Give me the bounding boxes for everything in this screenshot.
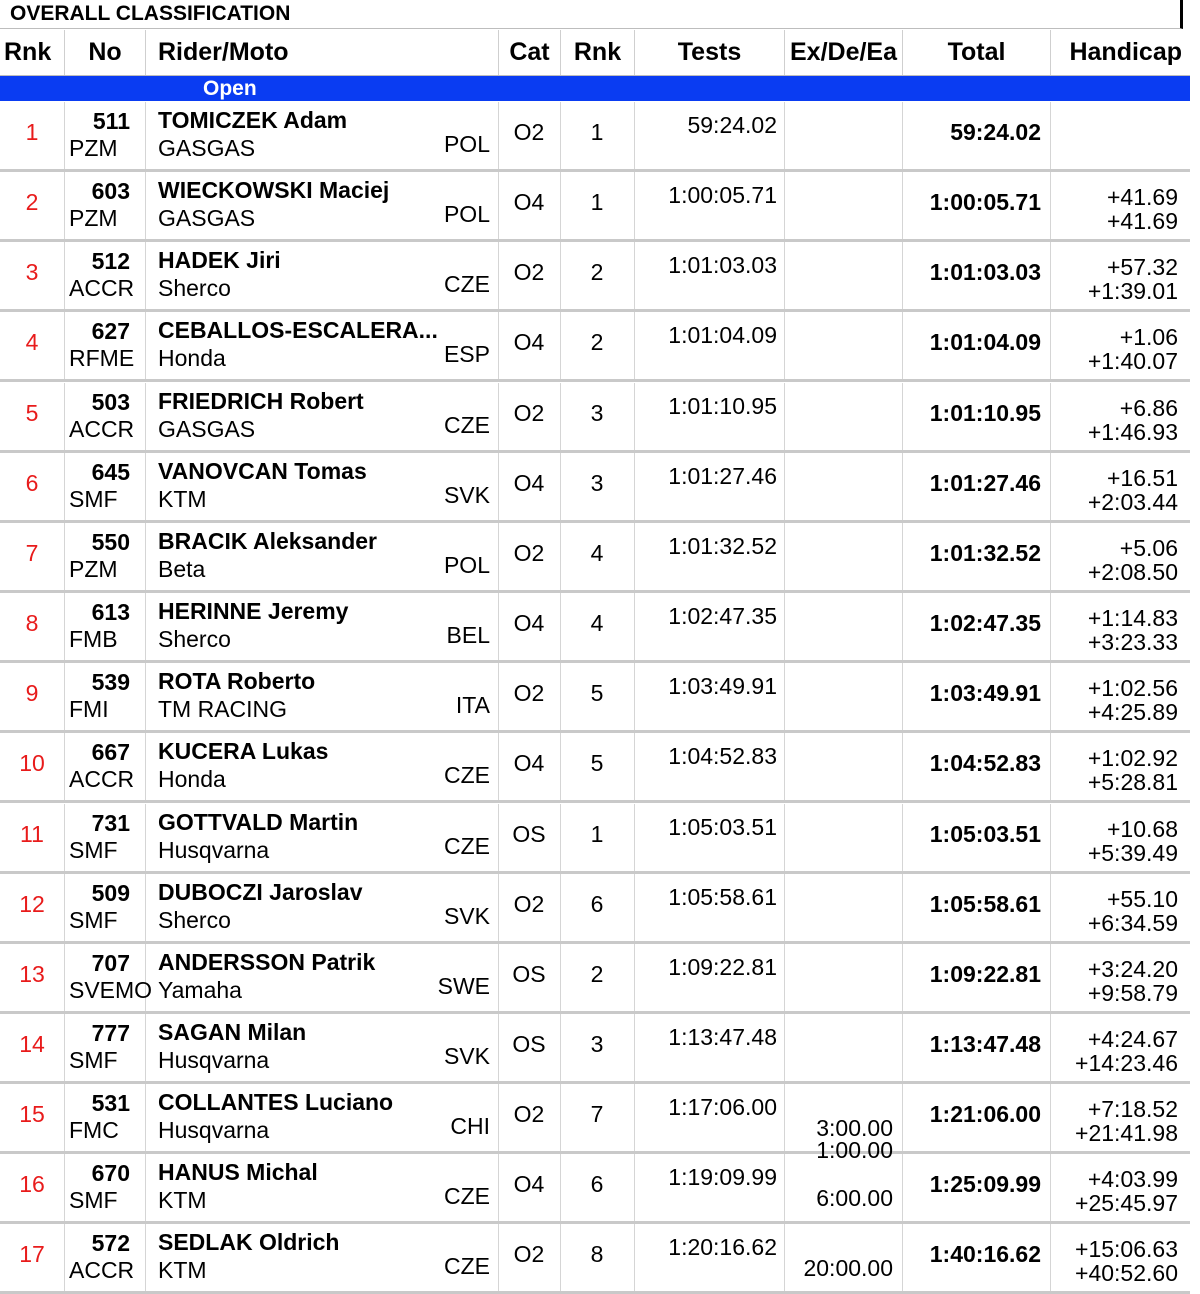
column-divider	[145, 102, 146, 169]
handicap-gap-leader: +14:23.46	[1075, 1049, 1178, 1076]
rider-name: CEBALLOS-ESCALERA...	[158, 317, 438, 344]
column-divider	[145, 593, 146, 660]
rider-number: 550	[91, 528, 130, 555]
total-time: 1:01:32.52	[929, 539, 1041, 566]
tests-time: 1:00:05.71	[668, 182, 777, 209]
nationality: SWE	[437, 972, 490, 999]
category-rank: 1	[590, 820, 604, 847]
rider-name: BRACIK Aleksander	[158, 527, 377, 554]
rank-cell: 12	[19, 890, 45, 917]
nationality: CZE	[444, 1253, 490, 1280]
column-divider	[145, 383, 146, 450]
category-rank: 8	[590, 1241, 604, 1268]
federation: ACCR	[69, 275, 135, 302]
column-divider	[145, 1084, 146, 1151]
rider-number: 613	[91, 599, 130, 626]
rider-name: FRIEDRICH Robert	[158, 387, 364, 414]
tests-time: 1:01:10.95	[668, 392, 777, 419]
column-divider	[145, 523, 146, 590]
category: O4	[513, 610, 545, 637]
federation: SVEMO	[69, 976, 153, 1003]
column-divider	[784, 102, 785, 169]
table-row[interactable]	[0, 172, 1190, 242]
group-band	[0, 76, 1190, 101]
column-divider	[784, 874, 785, 941]
rank-cell: 6	[25, 469, 39, 496]
motorcycle-make: TM RACING	[158, 696, 288, 723]
table-row[interactable]	[0, 944, 1190, 1014]
category: O2	[513, 399, 545, 426]
table-row[interactable]	[0, 523, 1190, 593]
motorcycle-make: Sherco	[158, 906, 231, 933]
total-time: 1:21:06.00	[929, 1101, 1041, 1128]
rank-cell: 8	[25, 610, 39, 637]
rider-name: DUBOCZI Jaroslav	[158, 878, 363, 905]
federation: SMF	[69, 1187, 118, 1214]
rider-name: VANOVCAN Tomas	[158, 457, 367, 484]
category-rank: 3	[590, 399, 604, 426]
rank-cell: 7	[25, 539, 39, 566]
rank-cell: 4	[25, 329, 39, 356]
rank-cell: 15	[19, 1101, 45, 1128]
rank-cell: 3	[25, 259, 39, 286]
handicap-gap-previous: +7:18.52	[1087, 1096, 1178, 1123]
rider-number: 731	[91, 809, 130, 836]
rider-name: ROTA Roberto	[158, 668, 316, 695]
handicap-gap-previous: +1:14.83	[1087, 605, 1178, 632]
total-time: 1:09:22.81	[929, 960, 1041, 987]
nationality: ESP	[443, 341, 490, 368]
handicap-gap-previous: +4:24.67	[1087, 1025, 1178, 1052]
penalty-primary: 6:00.00	[816, 1185, 893, 1212]
handicap-gap-previous: +4:03.99	[1087, 1166, 1178, 1193]
total-time: 1:40:16.62	[929, 1241, 1041, 1268]
federation: SMF	[69, 1046, 118, 1073]
header-tests[interactable]: Tests	[634, 30, 784, 75]
rider-name: SAGAN Milan	[158, 1018, 307, 1045]
column-divider	[784, 1014, 785, 1081]
rider-name: HERINNE Jeremy	[158, 598, 349, 625]
rider-name: HANUS Michal	[158, 1159, 318, 1186]
category-rank: 4	[590, 539, 604, 566]
nationality: POL	[443, 201, 490, 228]
total-time: 1:03:49.91	[929, 680, 1041, 707]
category: O4	[513, 189, 545, 216]
header-number[interactable]: No	[64, 30, 145, 75]
tests-time: 1:05:58.61	[668, 883, 777, 910]
table-row[interactable]	[0, 102, 1190, 172]
table-row[interactable]	[0, 1224, 1190, 1294]
federation: PZM	[69, 555, 118, 582]
tests-time: 1:05:03.51	[668, 813, 777, 840]
tests-time: 1:01:32.52	[668, 532, 777, 559]
rider-number: 667	[91, 739, 130, 766]
motorcycle-make: Honda	[158, 345, 226, 372]
tests-time: 1:20:16.62	[668, 1234, 777, 1261]
motorcycle-make: Honda	[158, 766, 226, 793]
category: OS	[512, 820, 546, 847]
table-row[interactable]	[0, 1014, 1190, 1084]
total-time: 1:05:03.51	[929, 820, 1041, 847]
rank-cell: 17	[19, 1241, 45, 1268]
handicap-gap-leader: +1:40.07	[1087, 348, 1178, 375]
nationality: CZE	[444, 1183, 490, 1210]
nationality: CZE	[444, 832, 490, 859]
category-rank: 3	[590, 1030, 604, 1057]
rank-cell: 10	[19, 750, 45, 777]
tests-time: 1:09:22.81	[668, 953, 777, 980]
rider-name: GOTTVALD Martin	[158, 808, 359, 835]
column-divider	[784, 242, 785, 309]
column-divider	[784, 383, 785, 450]
rider-number: 512	[91, 248, 130, 275]
rider-name: SEDLAK Oldrich	[158, 1229, 340, 1256]
tests-time: 1:13:47.48	[668, 1023, 777, 1050]
handicap-gap-leader: +4:25.89	[1087, 699, 1178, 726]
header-penalties[interactable]: Ex/De/Ea	[784, 30, 902, 75]
rider-number: 670	[91, 1160, 130, 1187]
category-rank: 1	[590, 119, 604, 145]
rider-number: 509	[91, 879, 130, 906]
handicap-gap-leader: +1:46.93	[1087, 418, 1178, 445]
handicap-gap-leader: +6:34.59	[1087, 909, 1178, 936]
table-row[interactable]	[0, 874, 1190, 944]
total-time: 1:01:03.03	[929, 259, 1041, 286]
column-divider	[145, 733, 146, 800]
tests-time: 1:19:09.99	[668, 1164, 777, 1191]
total-time: 1:05:58.61	[929, 890, 1041, 917]
motorcycle-make: GASGAS	[158, 415, 256, 442]
motorcycle-make: KTM	[158, 1187, 207, 1214]
total-time: 1:25:09.99	[929, 1171, 1041, 1198]
federation: SMF	[69, 485, 118, 512]
category-rank: 6	[590, 1171, 604, 1198]
column-divider	[145, 312, 146, 379]
rider-name: WIECKOWSKI Maciej	[158, 177, 390, 204]
tests-time: 1:04:52.83	[668, 743, 777, 770]
handicap-gap-leader: +40:52.60	[1075, 1260, 1178, 1287]
federation: ACCR	[69, 415, 135, 442]
handicap-gap-leader: +3:23.33	[1087, 629, 1178, 656]
category-rank: 5	[590, 750, 604, 777]
tests-time: 1:01:04.09	[668, 322, 777, 349]
handicap-gap-leader: +2:03.44	[1087, 488, 1178, 515]
table-row[interactable]	[0, 663, 1190, 733]
handicap-gap-previous: +41.69	[1107, 184, 1178, 211]
column-divider	[784, 733, 785, 800]
category: O2	[513, 1241, 545, 1268]
header-rank[interactable]: Rnk	[4, 38, 52, 66]
tests-time: 59:24.02	[687, 112, 777, 138]
total-time: 1:13:47.48	[929, 1030, 1041, 1057]
motorcycle-make: KTM	[158, 485, 207, 512]
handicap-gap-previous: +57.32	[1107, 254, 1178, 281]
federation: PZM	[69, 205, 118, 232]
tests-time: 1:03:49.91	[668, 673, 777, 700]
title-bar	[0, 0, 1183, 29]
column-divider	[145, 804, 146, 871]
category: O2	[513, 119, 545, 145]
handicap-gap-leader: +1:39.01	[1087, 278, 1178, 305]
column-divider	[784, 944, 785, 1011]
handicap-gap-previous: +3:24.20	[1087, 955, 1178, 982]
motorcycle-make: Husqvarna	[158, 1117, 270, 1144]
nationality: CZE	[444, 271, 490, 298]
category: O2	[513, 680, 545, 707]
tests-time: 1:17:06.00	[668, 1094, 777, 1121]
handicap-gap-leader: +21:41.98	[1075, 1120, 1178, 1147]
nationality: BEL	[446, 622, 490, 649]
motorcycle-make: Husqvarna	[158, 836, 270, 863]
federation: SMF	[69, 906, 118, 933]
rider-number: 572	[91, 1230, 130, 1257]
table-row[interactable]	[0, 593, 1190, 663]
rider-number: 645	[91, 458, 130, 485]
rider-number: 503	[91, 388, 130, 415]
category: O4	[513, 329, 545, 356]
table-row[interactable]	[0, 312, 1190, 382]
category-rank: 1	[590, 189, 604, 216]
total-time: 1:01:10.95	[929, 399, 1041, 426]
table-row[interactable]	[0, 453, 1190, 523]
table-header	[0, 30, 1190, 76]
rank-cell: 14	[19, 1030, 45, 1057]
category-rank: 5	[590, 680, 604, 707]
column-divider	[145, 1154, 146, 1221]
category: O4	[513, 469, 545, 496]
column-divider	[784, 453, 785, 520]
category-rank: 3	[590, 469, 604, 496]
category: O2	[513, 539, 545, 566]
federation: FMI	[69, 696, 109, 723]
rider-number: 707	[91, 949, 130, 976]
category: O2	[513, 1101, 545, 1128]
column-divider	[145, 1224, 146, 1291]
table-row[interactable]	[0, 1084, 1190, 1164]
handicap-gap-leader: +9:58.79	[1087, 979, 1178, 1006]
handicap-gap-leader: +2:08.50	[1087, 558, 1178, 585]
category: O4	[513, 1171, 545, 1198]
penalty-secondary: 1:00.00	[816, 1137, 893, 1164]
header-total[interactable]: Total	[902, 30, 1050, 75]
rider-number: 777	[91, 1019, 130, 1046]
handicap-gap-previous: +1:02.56	[1087, 675, 1178, 702]
total-time: 1:01:27.46	[929, 469, 1041, 496]
motorcycle-make: Yamaha	[158, 976, 242, 1003]
table-row[interactable]	[0, 383, 1190, 453]
column-divider	[145, 663, 146, 730]
rank-cell: 11	[20, 820, 44, 847]
nationality: SVK	[443, 1042, 490, 1069]
rank-cell: 5	[25, 399, 39, 426]
rank-cell: 9	[25, 680, 39, 707]
header-category[interactable]: Cat	[498, 30, 560, 75]
rank-cell: 16	[19, 1171, 45, 1198]
page-title: OVERALL CLASSIFICATION	[10, 2, 291, 25]
column-divider	[1050, 102, 1051, 169]
category-rank: 2	[590, 259, 604, 286]
rider-number: 531	[91, 1090, 130, 1117]
handicap-gap-leader: +5:39.49	[1087, 839, 1178, 866]
motorcycle-make: GASGAS	[158, 205, 256, 232]
total-time: 1:01:04.09	[929, 329, 1041, 356]
federation: ACCR	[69, 766, 135, 793]
penalty-primary: 20:00.00	[803, 1255, 893, 1282]
nationality: CZE	[444, 411, 490, 438]
rank-cell: 1	[25, 119, 39, 145]
category: OS	[512, 1030, 546, 1057]
motorcycle-make: Beta	[158, 555, 206, 582]
handicap-gap-previous: +55.10	[1107, 885, 1178, 912]
rider-name: ANDERSSON Patrik	[158, 948, 376, 975]
group-label: Open	[203, 77, 257, 100]
column-divider	[145, 172, 146, 239]
nationality: SVK	[443, 902, 490, 929]
handicap-gap-leader: +41.69	[1107, 208, 1178, 235]
tests-time: 1:01:03.03	[668, 252, 777, 279]
category: O4	[513, 750, 545, 777]
column-divider	[784, 172, 785, 239]
total-time: 1:00:05.71	[929, 189, 1041, 216]
rider-number: 627	[91, 318, 130, 345]
table-row[interactable]	[0, 1154, 1190, 1224]
category-rank: 7	[590, 1101, 604, 1128]
handicap-gap-previous: +1:02.92	[1087, 745, 1178, 772]
header-category-rank[interactable]: Rnk	[560, 30, 634, 75]
rank-cell: 13	[19, 960, 45, 987]
handicap-gap-leader: +5:28.81	[1087, 769, 1178, 796]
nationality: POL	[443, 131, 490, 157]
handicap-gap-previous: +1.06	[1119, 324, 1178, 351]
motorcycle-make: GASGAS	[158, 135, 256, 161]
handicap-gap-previous: +10.68	[1107, 815, 1178, 842]
tests-time: 1:01:27.46	[668, 462, 777, 489]
category: O2	[513, 259, 545, 286]
header-handicap[interactable]: Handicap	[1050, 30, 1190, 75]
handicap-gap-previous: +6.86	[1119, 394, 1178, 421]
column-divider	[784, 663, 785, 730]
motorcycle-make: KTM	[158, 1257, 207, 1284]
category-rank: 6	[590, 890, 604, 917]
rider-name: TOMICZEK Adam	[158, 107, 348, 133]
category-rank: 2	[590, 329, 604, 356]
motorcycle-make: Sherco	[158, 275, 231, 302]
column-divider	[784, 523, 785, 590]
federation: FMC	[69, 1117, 119, 1144]
rank-cell: 2	[25, 189, 39, 216]
total-time: 59:24.02	[950, 119, 1041, 145]
federation: FMB	[69, 626, 118, 653]
handicap-gap-previous: +15:06.63	[1075, 1236, 1178, 1263]
nationality: ITA	[455, 692, 490, 719]
column-divider	[145, 242, 146, 309]
handicap-gap-leader: +25:45.97	[1075, 1190, 1178, 1217]
column-divider	[784, 312, 785, 379]
federation: PZM	[69, 135, 118, 161]
handicap-gap-previous: +5.06	[1119, 534, 1178, 561]
category: O2	[513, 890, 545, 917]
header-rider-moto[interactable]: Rider/Moto	[145, 30, 498, 75]
column-divider	[784, 804, 785, 871]
motorcycle-make: Sherco	[158, 626, 231, 653]
column-divider	[784, 593, 785, 660]
total-time: 1:02:47.35	[929, 610, 1041, 637]
motorcycle-make: Husqvarna	[158, 1046, 270, 1073]
category: OS	[512, 960, 546, 987]
rider-number: 511	[92, 108, 130, 134]
category-rank: 4	[590, 610, 604, 637]
handicap-gap-previous: +16.51	[1107, 464, 1178, 491]
rider-number: 539	[91, 669, 130, 696]
penalty-primary: 3:00.00	[816, 1115, 893, 1142]
table-row[interactable]	[0, 804, 1190, 874]
column-divider	[145, 453, 146, 520]
table-row[interactable]	[0, 733, 1190, 803]
federation: ACCR	[69, 1257, 135, 1284]
nationality: POL	[443, 551, 490, 578]
table-row[interactable]	[0, 242, 1190, 312]
rider-name: KUCERA Lukas	[158, 738, 329, 765]
federation: RFME	[69, 345, 135, 372]
column-divider	[145, 874, 146, 941]
federation: SMF	[69, 836, 118, 863]
nationality: CZE	[444, 762, 490, 789]
rider-name: HADEK Jiri	[158, 247, 281, 274]
nationality: SVK	[443, 481, 490, 508]
category-rank: 2	[590, 960, 604, 987]
nationality: CHI	[450, 1113, 490, 1140]
rider-name: COLLANTES Luciano	[158, 1089, 394, 1116]
column-divider	[145, 1014, 146, 1081]
tests-time: 1:02:47.35	[668, 603, 777, 630]
total-time: 1:04:52.83	[929, 750, 1041, 777]
rider-number: 603	[91, 178, 130, 205]
